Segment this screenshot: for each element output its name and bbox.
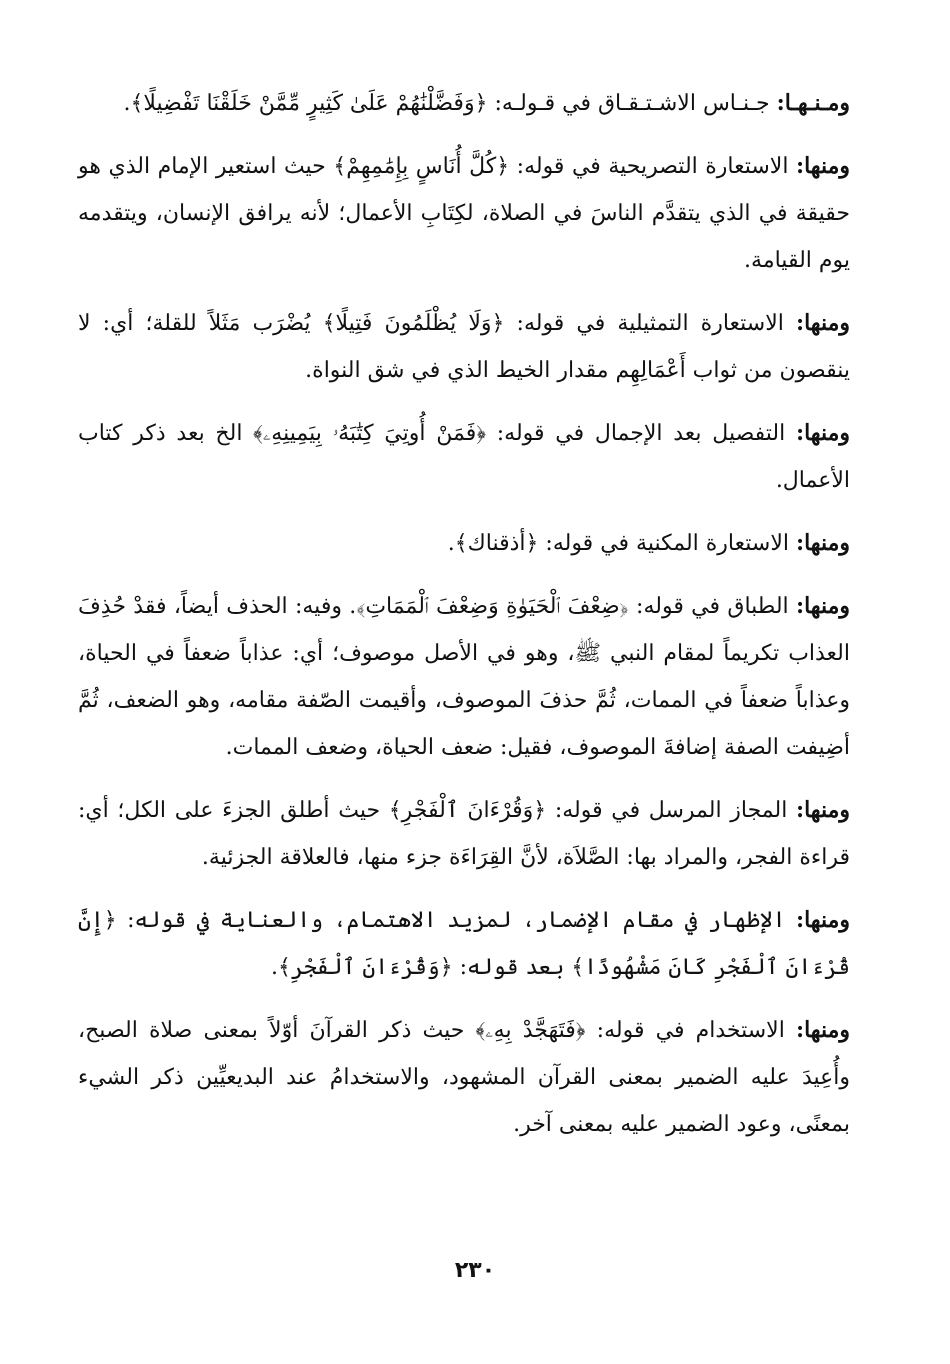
paragraph-istikhdam xyxy=(78,1007,850,1148)
paragraph-lead: ومنها: xyxy=(795,420,850,446)
paragraph-izhar xyxy=(78,897,850,991)
paragraph-majaz xyxy=(78,787,850,881)
paragraph-lead: ومنها: xyxy=(795,1017,850,1043)
paragraph-tamthiliyya xyxy=(78,300,850,394)
paragraph-text: الاستعارة التصريحية في قوله: ﴿كُلَّ أُنَاسٍ بِإِمَٰمِهِمْ﴾ حيث استعير الإمام الذي هو حقيقة في الذي يتقدَّم الناسَ في الصلاة، لكِتَابِ الأعمال؛ لأنه يرافق الإنسان، ويتقدمه يوم القيامة. xyxy=(78,154,850,273)
paragraph-lead: ومنها: xyxy=(795,530,850,556)
paragraph-text: التفصيل بعد الإجمال في قوله: ﴿فَمَنْ أُوتِيَ كِتَٰبَهُۥ بِيَمِينِهِۦ﴾ الخ بعد ذكر كتاب الأعمال. xyxy=(78,421,850,493)
paragraph-tibaq xyxy=(78,583,850,771)
paragraph-text: الطباق في قوله: ﴿ضِعْفَ ٱلْحَيَوٰةِ وَضِعْفَ ٱلْمَمَاتِ﴾. وفيه: الحذف أيضاً، فقدْ حُذِفَ العذاب تكريماً لمقام النبي ﷺ، وهو في الأصل موصوف؛ أي: عذاباً ضعفاً في الحياة، وعذاباً ضعفاً في الممات، ثُمَّ حذفَ الموصوف، وأقيمت الصّفة مقامه، وهو الضعف، ثُمَّ أضِيفت الصفة إضافةَ الموصوف، فقيل: ضعف الحياة، وضعف الممات. xyxy=(78,594,850,760)
paragraph-lead: ومنها: xyxy=(795,593,850,619)
page-body xyxy=(78,80,850,1164)
paragraph-makniyya xyxy=(78,520,850,567)
paragraph-lead: ومنها: xyxy=(795,907,850,933)
paragraph-lead: ومنها: xyxy=(795,797,850,823)
paragraph-tasrihiyya xyxy=(78,143,850,284)
paragraph-lead: ومنها: xyxy=(795,310,850,336)
paragraph-text: الاستعارة المكنية في قوله: ﴿أذقناك﴾. xyxy=(447,531,796,556)
paragraph-jinas xyxy=(78,80,850,127)
paragraph-lead: ومـنـهـا: xyxy=(776,90,850,116)
paragraph-tafsil xyxy=(78,410,850,504)
paragraph-text: الإظهار في مقام الإضمار، لمزيد الاهتمام، والعناية في قوله: ﴿إِنَّ قُرْءَانَ ٱلْفَجْرِ كَانَ مَشْهُودًا﴾ بعد قوله: ﴿وَقُرْءَانَ ٱلْفَجْرِ﴾. xyxy=(78,908,850,980)
paragraph-text: المجاز المرسل في قوله: ﴿وَقُرْءَانَ ٱلْفَجْرِ﴾ حيث أطلق الجزءَ على الكل؛ أي: قراءة الفجر، والمراد بها: الصَّلاَة، لأنَّ القِرَاءَة جزء منها، فالعلاقة الجزئية. xyxy=(78,798,850,870)
paragraph-text: جـنـاس الاشـتـقـاق في قـولـه: ﴿وَفَضَّلْنَٰهُمْ عَلَىٰ كَثِيرٍ مِّمَّنْ خَلَقْنَا تَفْضِيلًا﴾. xyxy=(123,91,777,116)
page-number: ٢٣٠ xyxy=(454,1258,496,1283)
paragraph-text: الاستخدام في قوله: ﴿فَتَهَجَّدْ بِهِۦ﴾ حيث ذكر القرآنَ أوّلاً بمعنى صلاة الصبح، وأُعِيدَ عليه الضمير بمعنى القرآن المشهود، والاستخدامُ عند البديعيِّين ذكر الشيء بمعنًى، وعود الضمير عليه بمعنى آخر. xyxy=(78,1018,850,1137)
paragraph-lead: ومنها: xyxy=(795,153,850,179)
paragraph-text: الاستعارة التمثيلية في قوله: ﴿وَلَا يُظْلَمُونَ فَتِيلًا﴾ يُضْرَب مَثَلاً للقلة؛ أي: لا ينقصون من ثواب أَعْمَالِهِم مقدار الخيط الذي في شق النواة. xyxy=(78,311,850,383)
